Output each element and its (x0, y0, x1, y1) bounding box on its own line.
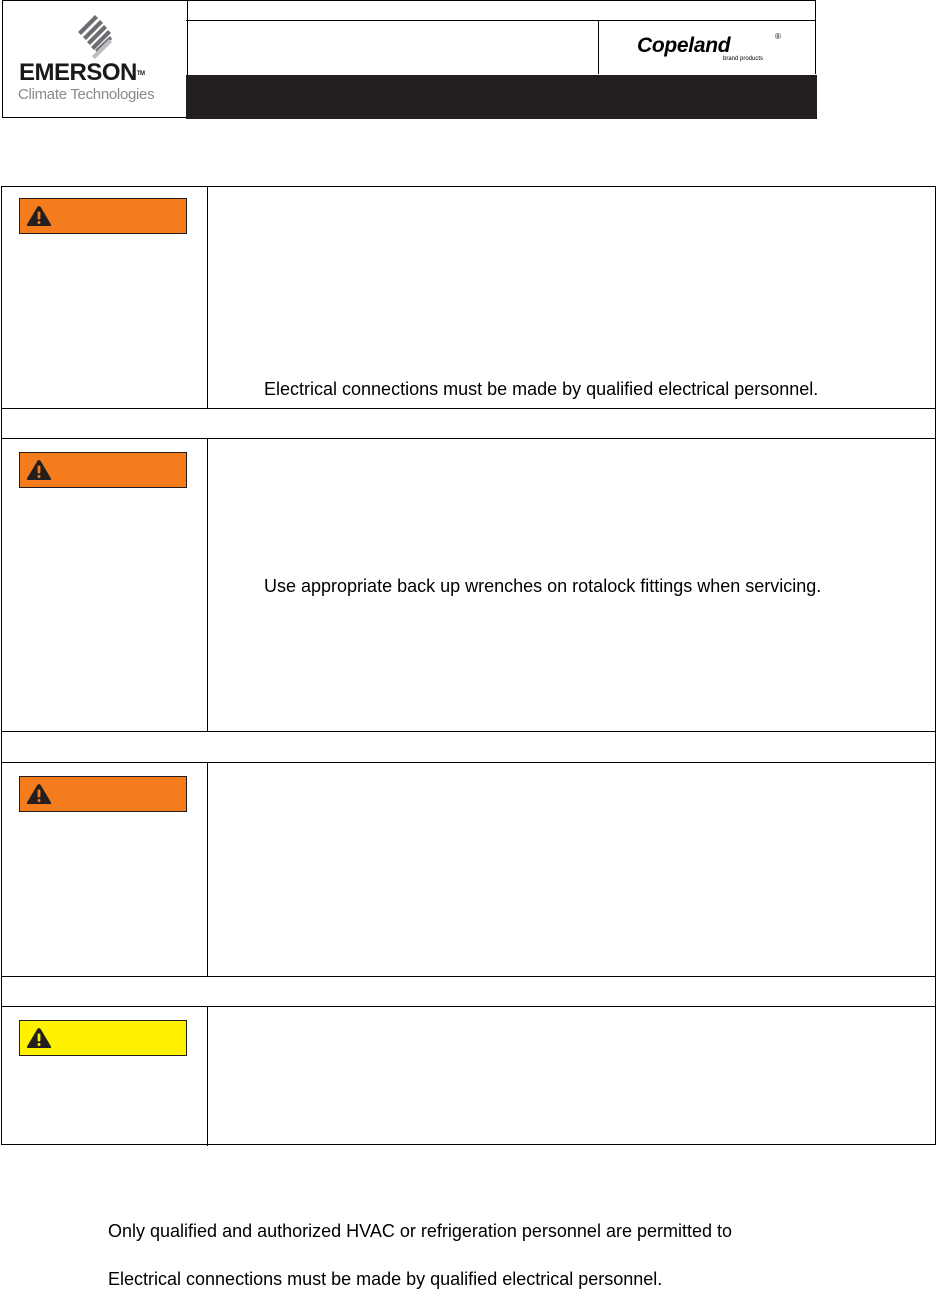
caution-badge (19, 1020, 187, 1056)
warning-text: Electrical connections must be made by qualified electrical personnel. (264, 379, 819, 399)
exclamation-triangle-icon (26, 1027, 52, 1049)
document-header (2, 0, 817, 119)
row-divider (2, 762, 935, 763)
header-dark-bar (186, 75, 817, 119)
emerson-wordmark: EMERSON™ (19, 59, 145, 86)
row-divider (2, 408, 935, 409)
emerson-subtitle: Climate Technologies (18, 86, 155, 103)
safety-warning-table (1, 186, 936, 1145)
column-divider (207, 1006, 208, 1146)
column-divider (207, 438, 208, 731)
header-title-row (186, 0, 816, 21)
copeland-wordmark: Copeland (637, 34, 731, 57)
column-divider (207, 187, 208, 408)
copeland-logo-box (599, 20, 816, 74)
copeland-registered-mark: ® (775, 32, 781, 41)
warning-badge (19, 776, 187, 812)
copeland-subtitle: brand products (723, 56, 764, 62)
column-divider (207, 762, 208, 976)
exclamation-triangle-icon (26, 783, 52, 805)
emerson-logo-icon (78, 15, 112, 59)
row-divider (2, 438, 935, 439)
header-document-title (186, 20, 599, 74)
body-paragraph-line: Only qualified and authorized HVAC or refrigeration personnel are permitted to (108, 1221, 733, 1241)
row-divider (2, 731, 935, 732)
warning-text: Use appropriate back up wrenches on rotalock fittings when servicing. (264, 576, 822, 596)
warning-badge (19, 198, 187, 234)
exclamation-triangle-icon (26, 459, 52, 481)
warning-badge (19, 452, 187, 488)
emerson-logo-box (2, 0, 188, 118)
body-paragraph-line: Electrical connections must be made by qualified electrical personnel. (108, 1269, 663, 1289)
row-divider (2, 1006, 935, 1007)
row-divider (2, 976, 935, 977)
exclamation-triangle-icon (26, 205, 52, 227)
